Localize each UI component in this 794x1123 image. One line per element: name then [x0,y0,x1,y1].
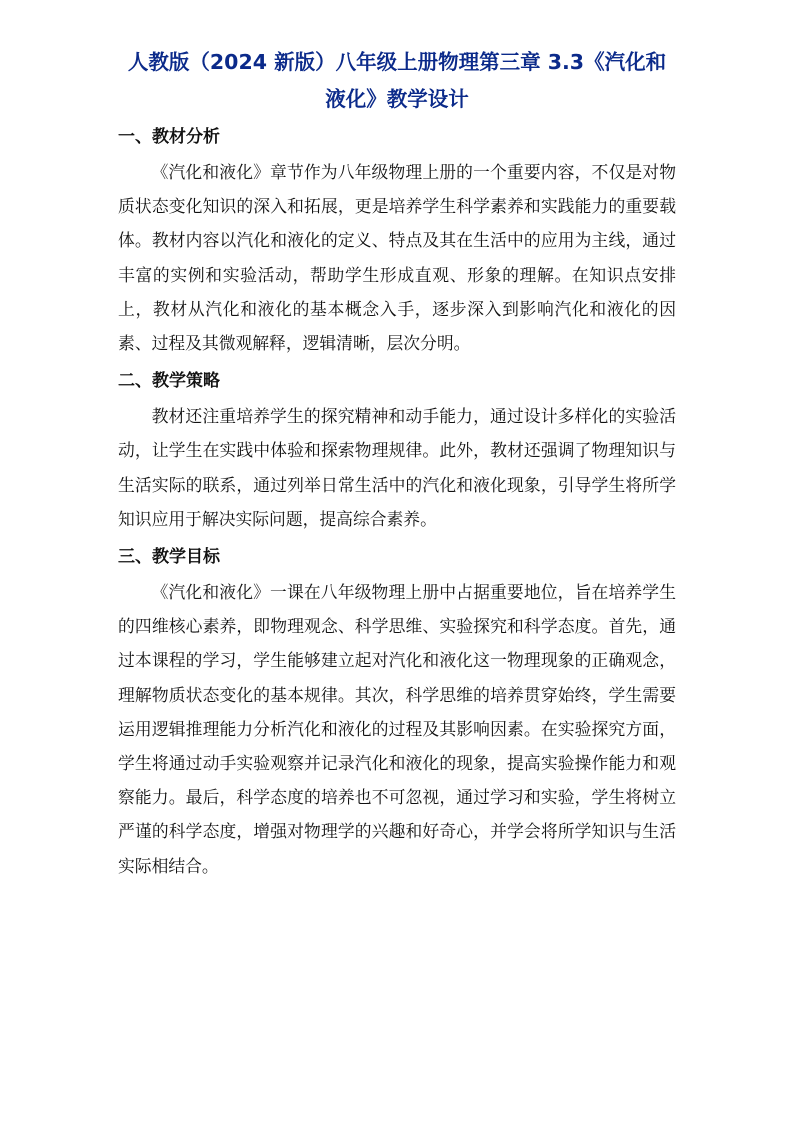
section-paragraph: 《汽化和液化》章节作为八年级物理上册的一个重要内容，不仅是对物质状态变化知识的深入和拓展，更是培养学生科学素养和实践能力的重要载体。教材内容以汽化和液化的定义、特点及其在生活中的应用为主线，通过丰富的实例和实验活动，帮助学生形成直观、形象的理解。在知识点安排上，教材从汽化和液化的基本概念入手，逐步深入到影响汽化和液化的因素、过程及其微观解释，逻辑清晰，层次分明。 [118,162,676,354]
section-teaching-objectives [118,542,676,883]
section-heading: 二、教学策略 [118,371,220,392]
section-paragraph: 《汽化和液化》一课在八年级物理上册中占据重要地位，旨在培养学生的四维核心素养，即物理观念、科学思维、实验探究和科学态度。首先，通过本课程的学习，学生能够建立起对汽化和液化这一物理现象的正确观念，理解物质状态变化的基本规律。其次，科学思维的培养贯穿始终，学生需要运用逻辑推理能力分析汽化和液化的过程及其影响因素。在实验探究方面，学生将通过动手实验观察并记录汽化和液化的现象，提高实验操作能力和观察能力。最后，科学态度的培养也不可忽视，通过学习和实验，学生将树立严谨的科学态度，增强对物理学的兴趣和好奇心，并学会将所学知识与生活实际相结合。 [118,582,676,876]
section-heading: 一、教材分析 [118,127,220,147]
section-paragraph: 教材还注重培养学生的探究精神和动手能力，通过设计多样化的实验活动，让学生在实践中体验和探索物理规律。此外，教材还强调了物理知识与生活实际的联系，通过列举日常生活中的汽化和液化现象，引导学生将所学知识应用于解决实际问题，提高综合素养。 [118,406,676,529]
document-title: 人教版（2024 新版）八年级上册物理第三章 3.3《汽化和液化》教学设计 [127,50,667,111]
section-textbook-analysis [118,122,676,360]
section-heading: 三、教学目标 [118,547,220,568]
section-teaching-strategy [118,366,676,536]
document-page [118,44,676,889]
